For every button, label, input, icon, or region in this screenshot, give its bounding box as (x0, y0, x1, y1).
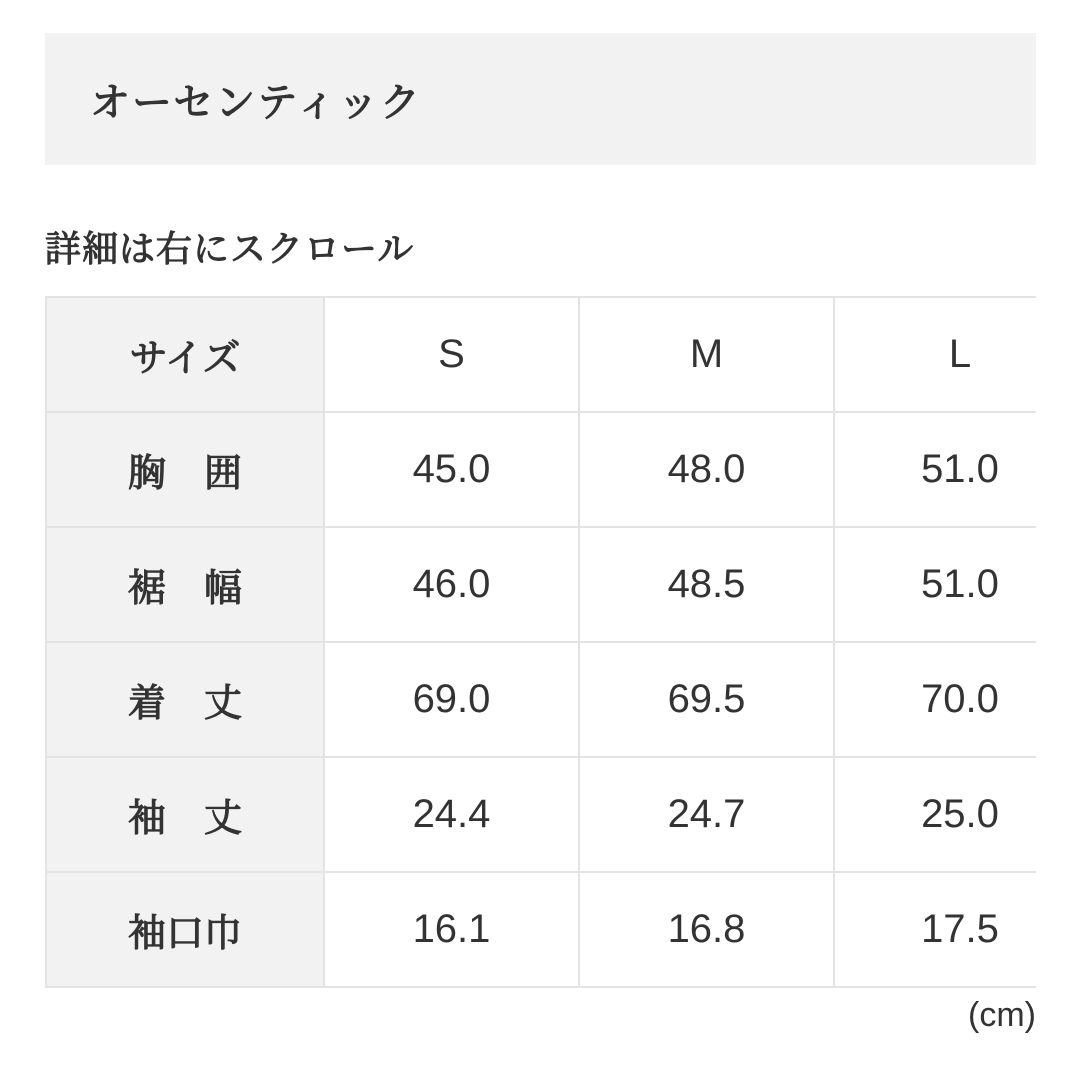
measure-value: 48.5 (579, 527, 834, 642)
measure-label: 袖口巾 (46, 872, 324, 987)
measure-value: 70.0 (834, 642, 1036, 757)
measure-value: 45.0 (324, 412, 579, 527)
measure-row-body-length (46, 642, 1036, 757)
scroll-hint-text: 詳細は右にスクロール (45, 228, 415, 269)
measure-label: 袖 丈 (46, 757, 324, 872)
measure-value: 17.5 (834, 872, 1036, 987)
measure-value: 51.0 (834, 412, 1036, 527)
measure-label: 胸 囲 (46, 412, 324, 527)
measure-label: 着 丈 (46, 642, 324, 757)
measure-value: 16.1 (324, 872, 579, 987)
unit-note: (cm) (968, 996, 1036, 1034)
size-corner-header: サイズ (46, 297, 324, 412)
measure-value: 16.8 (579, 872, 834, 987)
measure-row-sleeve-length (46, 757, 1036, 872)
measure-value: 69.5 (579, 642, 834, 757)
measure-value: 51.0 (834, 527, 1036, 642)
size-col-header-m: M (579, 297, 834, 412)
product-title: オーセンティック (90, 80, 422, 125)
size-col-header-l: L (834, 297, 1036, 412)
measure-row-chest (46, 412, 1036, 527)
measure-value: 69.0 (324, 642, 579, 757)
size-table-scroll-container[interactable] (45, 296, 1036, 992)
measure-value: 24.7 (579, 757, 834, 872)
measure-row-cuff-width (46, 872, 1036, 987)
measure-value: 48.0 (579, 412, 834, 527)
size-col-header-s: S (324, 297, 579, 412)
measure-label: 裾 幅 (46, 527, 324, 642)
size-table (45, 296, 1036, 988)
product-name-header (45, 33, 1036, 165)
measure-value: 24.4 (324, 757, 579, 872)
measure-row-hem-width (46, 527, 1036, 642)
measure-value: 46.0 (324, 527, 579, 642)
measure-value: 25.0 (834, 757, 1036, 872)
size-header-row (46, 297, 1036, 412)
